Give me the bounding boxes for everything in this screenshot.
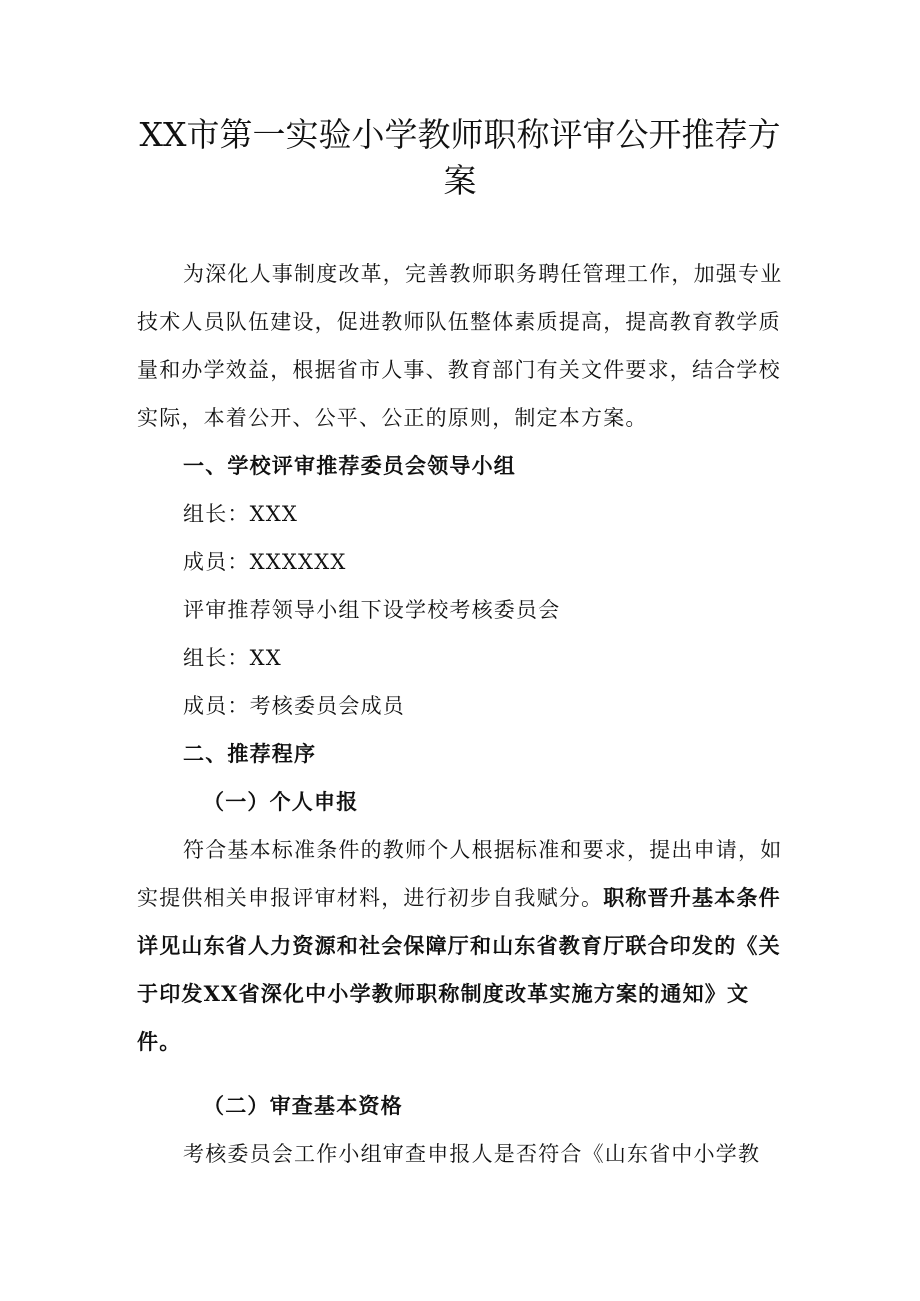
committee-members: 成员：考核委员会成员 [183,694,405,718]
subsection1-heading: （一）个人申报 [203,789,359,814]
section2-heading: 二、推荐程序 [183,741,317,766]
subsection1-paragraph [137,826,787,1066]
subsection1-text: 符合基本标准条件的教师个人根据标准和要求，提出申请，如实提供相关申报评审材料，进行初步自我赋分。 [137,838,783,910]
section1-heading: 一、学校评审推荐委员会领导小组 [183,453,516,478]
committee-leader: 组长：XX [183,646,282,670]
document-body [137,250,787,1178]
group-members: 成员：XXXXXX [183,550,347,574]
subsection1-bold-text: 职称晋升基本条件详见山东省人力资源和社会保障厅和山东省教育厅联合印发的《关于印发XX省深化中小学教师职称制度改革实施方案的通知》文件。 [137,885,781,1054]
subsection2-paragraph: 考核委员会工作小组审查申报人是否符合《山东省中小学教 [183,1142,761,1166]
document-title: XX市第一实验小学教师职称评审公开推荐方案 [139,115,781,200]
committee-note: 评审推荐领导小组下设学校考核委员会 [183,598,561,622]
group-leader: 组长：XXX [183,502,299,526]
subsection2-heading: （二）审查基本资格 [203,1093,403,1118]
intro-paragraph: 为深化人事制度改革，完善教师职务聘任管理工作，加强专业技术人员队伍建设，促进教师队伍整体素质提高，提高教育教学质量和办学效益，根据省市人事、教育部门有关文件要求，结合学校实际，本着公开、公平、公正的原则，制定本方案。 [137,262,783,430]
